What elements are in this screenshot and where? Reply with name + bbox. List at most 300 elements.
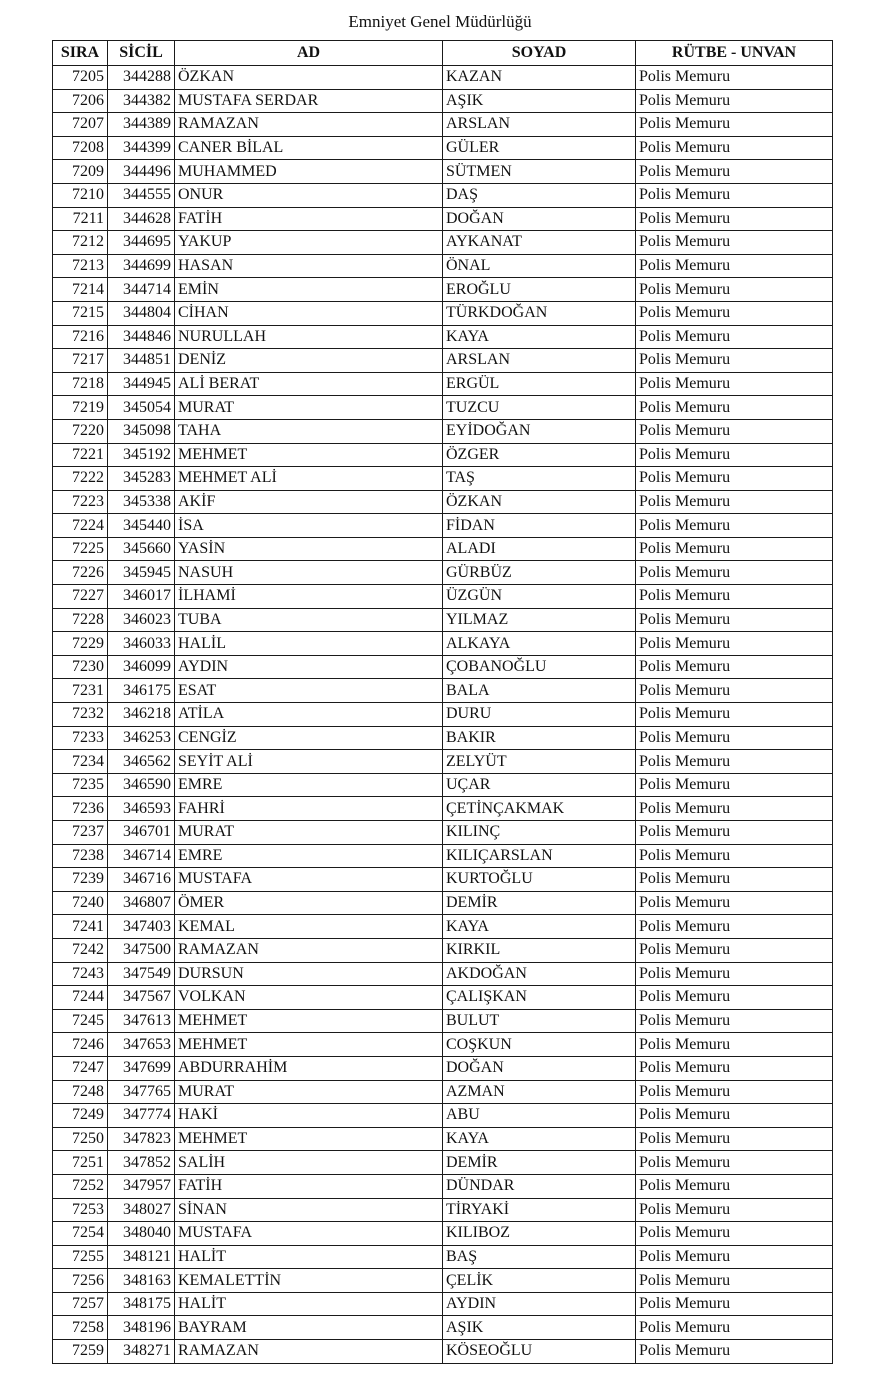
- sicil-cell: 347403: [108, 915, 175, 939]
- soyad-cell: DEMİR: [443, 891, 636, 915]
- soyad-cell: KILIÇARSLAN: [443, 844, 636, 868]
- column-header-rutbe: RÜTBE - UNVAN: [636, 41, 833, 66]
- sicil-cell: 348040: [108, 1222, 175, 1246]
- soyad-cell: ERGÜL: [443, 372, 636, 396]
- ad-cell: MEHMET: [175, 1033, 443, 1057]
- sicil-cell: 345098: [108, 419, 175, 443]
- sira-cell: 7235: [53, 773, 108, 797]
- rutbe-cell: Polis Memuru: [636, 254, 833, 278]
- ad-cell: EMİN: [175, 278, 443, 302]
- sicil-cell: 346023: [108, 608, 175, 632]
- table-row: [53, 443, 833, 467]
- ad-cell: MUHAMMED: [175, 160, 443, 184]
- rutbe-cell: Polis Memuru: [636, 585, 833, 609]
- sira-cell: 7208: [53, 136, 108, 160]
- sicil-cell: 347567: [108, 986, 175, 1010]
- ad-cell: FAHRİ: [175, 797, 443, 821]
- rutbe-cell: Polis Memuru: [636, 183, 833, 207]
- sira-cell: 7205: [53, 66, 108, 90]
- sira-cell: 7249: [53, 1104, 108, 1128]
- soyad-cell: BAKIR: [443, 726, 636, 750]
- sira-cell: 7229: [53, 632, 108, 656]
- sira-cell: 7252: [53, 1174, 108, 1198]
- ad-cell: MEHMET: [175, 1009, 443, 1033]
- ad-cell: ONUR: [175, 183, 443, 207]
- sira-cell: 7210: [53, 183, 108, 207]
- ad-cell: FATİH: [175, 1174, 443, 1198]
- table-row: [53, 113, 833, 137]
- ad-cell: YASİN: [175, 537, 443, 561]
- table-header: [53, 41, 833, 66]
- soyad-cell: YILMAZ: [443, 608, 636, 632]
- table-row: [53, 986, 833, 1010]
- rutbe-cell: Polis Memuru: [636, 207, 833, 231]
- sira-cell: 7236: [53, 797, 108, 821]
- ad-cell: MUSTAFA: [175, 1222, 443, 1246]
- ad-cell: DURSUN: [175, 962, 443, 986]
- soyad-cell: KAYA: [443, 325, 636, 349]
- ad-cell: AYDIN: [175, 655, 443, 679]
- sicil-cell: 347653: [108, 1033, 175, 1057]
- rutbe-cell: Polis Memuru: [636, 1056, 833, 1080]
- sira-cell: 7206: [53, 89, 108, 113]
- soyad-cell: DOĞAN: [443, 207, 636, 231]
- header-row: [53, 41, 833, 66]
- sicil-cell: 344288: [108, 66, 175, 90]
- ad-cell: HALİT: [175, 1245, 443, 1269]
- sicil-cell: 345054: [108, 396, 175, 420]
- soyad-cell: TUZCU: [443, 396, 636, 420]
- sira-cell: 7211: [53, 207, 108, 231]
- ad-cell: SİNAN: [175, 1198, 443, 1222]
- soyad-cell: ÇOBANOĞLU: [443, 655, 636, 679]
- soyad-cell: ÖZKAN: [443, 490, 636, 514]
- sira-cell: 7257: [53, 1292, 108, 1316]
- soyad-cell: DAŞ: [443, 183, 636, 207]
- column-header-sira: SIRA: [53, 41, 108, 66]
- table-row: [53, 349, 833, 373]
- sicil-cell: 348163: [108, 1269, 175, 1293]
- sira-cell: 7232: [53, 703, 108, 727]
- rutbe-cell: Polis Memuru: [636, 679, 833, 703]
- soyad-cell: KAYA: [443, 1127, 636, 1151]
- soyad-cell: AKDOĞAN: [443, 962, 636, 986]
- ad-cell: EMRE: [175, 773, 443, 797]
- sira-cell: 7215: [53, 301, 108, 325]
- ad-cell: RAMAZAN: [175, 938, 443, 962]
- table-row: [53, 938, 833, 962]
- rutbe-cell: Polis Memuru: [636, 938, 833, 962]
- sicil-cell: 344699: [108, 254, 175, 278]
- ad-cell: FATİH: [175, 207, 443, 231]
- sicil-cell: 347957: [108, 1174, 175, 1198]
- rutbe-cell: Polis Memuru: [636, 1269, 833, 1293]
- table-row: [53, 1292, 833, 1316]
- table-row: [53, 608, 833, 632]
- table-row: [53, 278, 833, 302]
- soyad-cell: ÖNAL: [443, 254, 636, 278]
- table-row: [53, 537, 833, 561]
- soyad-cell: TİRYAKİ: [443, 1198, 636, 1222]
- table-row: [53, 561, 833, 585]
- sicil-cell: 346099: [108, 655, 175, 679]
- sira-cell: 7248: [53, 1080, 108, 1104]
- sira-cell: 7221: [53, 443, 108, 467]
- table-row: [53, 1198, 833, 1222]
- sicil-cell: 346716: [108, 868, 175, 892]
- soyad-cell: ZELYÜT: [443, 750, 636, 774]
- rutbe-cell: Polis Memuru: [636, 325, 833, 349]
- table-row: [53, 183, 833, 207]
- rutbe-cell: Polis Memuru: [636, 1080, 833, 1104]
- sicil-cell: 345283: [108, 467, 175, 491]
- ad-cell: HALİL: [175, 632, 443, 656]
- rutbe-cell: Polis Memuru: [636, 514, 833, 538]
- ad-cell: HALİT: [175, 1292, 443, 1316]
- ad-cell: CİHAN: [175, 301, 443, 325]
- soyad-cell: KAZAN: [443, 66, 636, 90]
- table-row: [53, 301, 833, 325]
- soyad-cell: ARSLAN: [443, 349, 636, 373]
- soyad-cell: ÇETİNÇAKMAK: [443, 797, 636, 821]
- sicil-cell: 346253: [108, 726, 175, 750]
- sira-cell: 7244: [53, 986, 108, 1010]
- rutbe-cell: Polis Memuru: [636, 136, 833, 160]
- ad-cell: MURAT: [175, 396, 443, 420]
- sira-cell: 7227: [53, 585, 108, 609]
- ad-cell: İLHAMİ: [175, 585, 443, 609]
- table-row: [53, 1340, 833, 1364]
- soyad-cell: BULUT: [443, 1009, 636, 1033]
- table-row: [53, 962, 833, 986]
- rutbe-cell: Polis Memuru: [636, 349, 833, 373]
- table-row: [53, 419, 833, 443]
- ad-cell: MEHMET: [175, 443, 443, 467]
- sira-cell: 7224: [53, 514, 108, 538]
- table-row: [53, 891, 833, 915]
- rutbe-cell: Polis Memuru: [636, 113, 833, 137]
- sira-cell: 7220: [53, 419, 108, 443]
- sira-cell: 7231: [53, 679, 108, 703]
- sicil-cell: 346590: [108, 773, 175, 797]
- table-row: [53, 1316, 833, 1340]
- ad-cell: MEHMET ALİ: [175, 467, 443, 491]
- sicil-cell: 347549: [108, 962, 175, 986]
- sicil-cell: 344555: [108, 183, 175, 207]
- ad-cell: MURAT: [175, 821, 443, 845]
- sira-cell: 7217: [53, 349, 108, 373]
- rutbe-cell: Polis Memuru: [636, 821, 833, 845]
- rutbe-cell: Polis Memuru: [636, 608, 833, 632]
- sira-cell: 7256: [53, 1269, 108, 1293]
- ad-cell: DENİZ: [175, 349, 443, 373]
- table-row: [53, 1151, 833, 1175]
- soyad-cell: AŞIK: [443, 1316, 636, 1340]
- sicil-cell: 344846: [108, 325, 175, 349]
- ad-cell: VOLKAN: [175, 986, 443, 1010]
- ad-cell: KEMAL: [175, 915, 443, 939]
- soyad-cell: GÜLER: [443, 136, 636, 160]
- rutbe-cell: Polis Memuru: [636, 773, 833, 797]
- table-row: [53, 797, 833, 821]
- soyad-cell: KURTOĞLU: [443, 868, 636, 892]
- soyad-cell: ABU: [443, 1104, 636, 1128]
- page-title: Emniyet Genel Müdürlüğü: [348, 12, 532, 31]
- rutbe-cell: Polis Memuru: [636, 1245, 833, 1269]
- sicil-cell: 344389: [108, 113, 175, 137]
- soyad-cell: ÇELİK: [443, 1269, 636, 1293]
- sicil-cell: 348175: [108, 1292, 175, 1316]
- table-row: [53, 915, 833, 939]
- table-row: [53, 231, 833, 255]
- ad-cell: MURAT: [175, 1080, 443, 1104]
- table-row: [53, 703, 833, 727]
- table-row: [53, 89, 833, 113]
- ad-cell: RAMAZAN: [175, 113, 443, 137]
- sicil-cell: 346175: [108, 679, 175, 703]
- rutbe-cell: Polis Memuru: [636, 915, 833, 939]
- sicil-cell: 346714: [108, 844, 175, 868]
- ad-cell: CENGİZ: [175, 726, 443, 750]
- rutbe-cell: Polis Memuru: [636, 632, 833, 656]
- ad-cell: SALİH: [175, 1151, 443, 1175]
- sicil-cell: 347765: [108, 1080, 175, 1104]
- sira-cell: 7223: [53, 490, 108, 514]
- ad-cell: ATİLA: [175, 703, 443, 727]
- table-row: [53, 514, 833, 538]
- rutbe-cell: Polis Memuru: [636, 986, 833, 1010]
- sira-cell: 7259: [53, 1340, 108, 1364]
- sira-cell: 7251: [53, 1151, 108, 1175]
- sira-cell: 7216: [53, 325, 108, 349]
- sicil-cell: 348196: [108, 1316, 175, 1340]
- soyad-cell: EYİDOĞAN: [443, 419, 636, 443]
- rutbe-cell: Polis Memuru: [636, 443, 833, 467]
- table-row: [53, 66, 833, 90]
- sicil-cell: 347613: [108, 1009, 175, 1033]
- sicil-cell: 344714: [108, 278, 175, 302]
- sicil-cell: 348121: [108, 1245, 175, 1269]
- table-row: [53, 136, 833, 160]
- soyad-cell: AYKANAT: [443, 231, 636, 255]
- table-row: [53, 1269, 833, 1293]
- sicil-cell: 348027: [108, 1198, 175, 1222]
- rutbe-cell: Polis Memuru: [636, 1033, 833, 1057]
- ad-cell: İSA: [175, 514, 443, 538]
- soyad-cell: DEMİR: [443, 1151, 636, 1175]
- soyad-cell: AYDIN: [443, 1292, 636, 1316]
- table-row: [53, 254, 833, 278]
- sicil-cell: 347852: [108, 1151, 175, 1175]
- rutbe-cell: Polis Memuru: [636, 1222, 833, 1246]
- ad-cell: HASAN: [175, 254, 443, 278]
- rutbe-cell: Polis Memuru: [636, 561, 833, 585]
- rutbe-cell: Polis Memuru: [636, 1127, 833, 1151]
- rutbe-cell: Polis Memuru: [636, 726, 833, 750]
- sira-cell: 7243: [53, 962, 108, 986]
- ad-cell: ÖZKAN: [175, 66, 443, 90]
- ad-cell: CANER BİLAL: [175, 136, 443, 160]
- sira-cell: 7212: [53, 231, 108, 255]
- sicil-cell: 346701: [108, 821, 175, 845]
- table-row: [53, 1222, 833, 1246]
- table-row: [53, 160, 833, 184]
- table-row: [53, 844, 833, 868]
- rutbe-cell: Polis Memuru: [636, 703, 833, 727]
- table-row: [53, 821, 833, 845]
- soyad-cell: EROĞLU: [443, 278, 636, 302]
- table-row: [53, 726, 833, 750]
- rutbe-cell: Polis Memuru: [636, 962, 833, 986]
- ad-cell: HAKİ: [175, 1104, 443, 1128]
- rutbe-cell: Polis Memuru: [636, 1151, 833, 1175]
- sicil-cell: 347699: [108, 1056, 175, 1080]
- table-row: [53, 585, 833, 609]
- rutbe-cell: Polis Memuru: [636, 1009, 833, 1033]
- rutbe-cell: Polis Memuru: [636, 1198, 833, 1222]
- sicil-cell: 344945: [108, 372, 175, 396]
- sira-cell: 7238: [53, 844, 108, 868]
- sicil-cell: 344628: [108, 207, 175, 231]
- table-body: [53, 66, 833, 1364]
- rutbe-cell: Polis Memuru: [636, 278, 833, 302]
- ad-cell: BAYRAM: [175, 1316, 443, 1340]
- soyad-cell: DOĞAN: [443, 1056, 636, 1080]
- column-header-soyad: SOYAD: [443, 41, 636, 66]
- rutbe-cell: Polis Memuru: [636, 231, 833, 255]
- sira-cell: 7254: [53, 1222, 108, 1246]
- sicil-cell: 346218: [108, 703, 175, 727]
- table-row: [53, 679, 833, 703]
- table-row: [53, 207, 833, 231]
- ad-cell: MUSTAFA: [175, 868, 443, 892]
- ad-cell: NASUH: [175, 561, 443, 585]
- rutbe-cell: Polis Memuru: [636, 490, 833, 514]
- ad-cell: SEYİT ALİ: [175, 750, 443, 774]
- personnel-table: [52, 40, 833, 1364]
- sira-cell: 7209: [53, 160, 108, 184]
- sira-cell: 7234: [53, 750, 108, 774]
- sicil-cell: 344382: [108, 89, 175, 113]
- rutbe-cell: Polis Memuru: [636, 419, 833, 443]
- soyad-cell: KAYA: [443, 915, 636, 939]
- sicil-cell: 345192: [108, 443, 175, 467]
- rutbe-cell: Polis Memuru: [636, 66, 833, 90]
- sicil-cell: 344695: [108, 231, 175, 255]
- table-row: [53, 1009, 833, 1033]
- sira-cell: 7250: [53, 1127, 108, 1151]
- soyad-cell: TÜRKDOĞAN: [443, 301, 636, 325]
- sira-cell: 7226: [53, 561, 108, 585]
- sicil-cell: 346017: [108, 585, 175, 609]
- sicil-cell: 344804: [108, 301, 175, 325]
- rutbe-cell: Polis Memuru: [636, 1340, 833, 1364]
- sicil-cell: 346562: [108, 750, 175, 774]
- ad-cell: TAHA: [175, 419, 443, 443]
- soyad-cell: BAŞ: [443, 1245, 636, 1269]
- ad-cell: MUSTAFA SERDAR: [175, 89, 443, 113]
- sira-cell: 7241: [53, 915, 108, 939]
- sira-cell: 7247: [53, 1056, 108, 1080]
- table-row: [53, 632, 833, 656]
- sira-cell: 7240: [53, 891, 108, 915]
- soyad-cell: ALADI: [443, 537, 636, 561]
- ad-cell: ESAT: [175, 679, 443, 703]
- rutbe-cell: Polis Memuru: [636, 1316, 833, 1340]
- rutbe-cell: Polis Memuru: [636, 89, 833, 113]
- table-row: [53, 396, 833, 420]
- soyad-cell: BALA: [443, 679, 636, 703]
- ad-cell: RAMAZAN: [175, 1340, 443, 1364]
- sicil-cell: 345945: [108, 561, 175, 585]
- sicil-cell: 345660: [108, 537, 175, 561]
- sicil-cell: 345338: [108, 490, 175, 514]
- sicil-cell: 347823: [108, 1127, 175, 1151]
- sicil-cell: 346033: [108, 632, 175, 656]
- soyad-cell: COŞKUN: [443, 1033, 636, 1057]
- sira-cell: 7255: [53, 1245, 108, 1269]
- column-header-sicil: SİCİL: [108, 41, 175, 66]
- sira-cell: 7214: [53, 278, 108, 302]
- soyad-cell: GÜRBÜZ: [443, 561, 636, 585]
- rutbe-cell: Polis Memuru: [636, 868, 833, 892]
- ad-cell: NURULLAH: [175, 325, 443, 349]
- sicil-cell: 348271: [108, 1340, 175, 1364]
- sira-cell: 7225: [53, 537, 108, 561]
- sira-cell: 7228: [53, 608, 108, 632]
- sicil-cell: 346593: [108, 797, 175, 821]
- sira-cell: 7246: [53, 1033, 108, 1057]
- table-row: [53, 490, 833, 514]
- rutbe-cell: Polis Memuru: [636, 537, 833, 561]
- rutbe-cell: Polis Memuru: [636, 396, 833, 420]
- ad-cell: EMRE: [175, 844, 443, 868]
- soyad-cell: ÇALIŞKAN: [443, 986, 636, 1010]
- soyad-cell: SÜTMEN: [443, 160, 636, 184]
- table-row: [53, 1080, 833, 1104]
- ad-cell: ÖMER: [175, 891, 443, 915]
- soyad-cell: AŞIK: [443, 89, 636, 113]
- table-row: [53, 1174, 833, 1198]
- sira-cell: 7218: [53, 372, 108, 396]
- sicil-cell: 344496: [108, 160, 175, 184]
- sicil-cell: 346807: [108, 891, 175, 915]
- table-row: [53, 1033, 833, 1057]
- sicil-cell: 347500: [108, 938, 175, 962]
- sira-cell: 7219: [53, 396, 108, 420]
- soyad-cell: DURU: [443, 703, 636, 727]
- ad-cell: ABDURRAHİM: [175, 1056, 443, 1080]
- ad-cell: MEHMET: [175, 1127, 443, 1151]
- table-row: [53, 1245, 833, 1269]
- table-row: [53, 325, 833, 349]
- table-row: [53, 1056, 833, 1080]
- soyad-cell: TAŞ: [443, 467, 636, 491]
- soyad-cell: KÖSEOĞLU: [443, 1340, 636, 1364]
- table-row: [53, 467, 833, 491]
- ad-cell: KEMALETTİN: [175, 1269, 443, 1293]
- table-row: [53, 773, 833, 797]
- table-row: [53, 1104, 833, 1128]
- table-row: [53, 372, 833, 396]
- rutbe-cell: Polis Memuru: [636, 797, 833, 821]
- rutbe-cell: Polis Memuru: [636, 301, 833, 325]
- table-row: [53, 868, 833, 892]
- sira-cell: 7207: [53, 113, 108, 137]
- table-row: [53, 655, 833, 679]
- soyad-cell: AZMAN: [443, 1080, 636, 1104]
- rutbe-cell: Polis Memuru: [636, 655, 833, 679]
